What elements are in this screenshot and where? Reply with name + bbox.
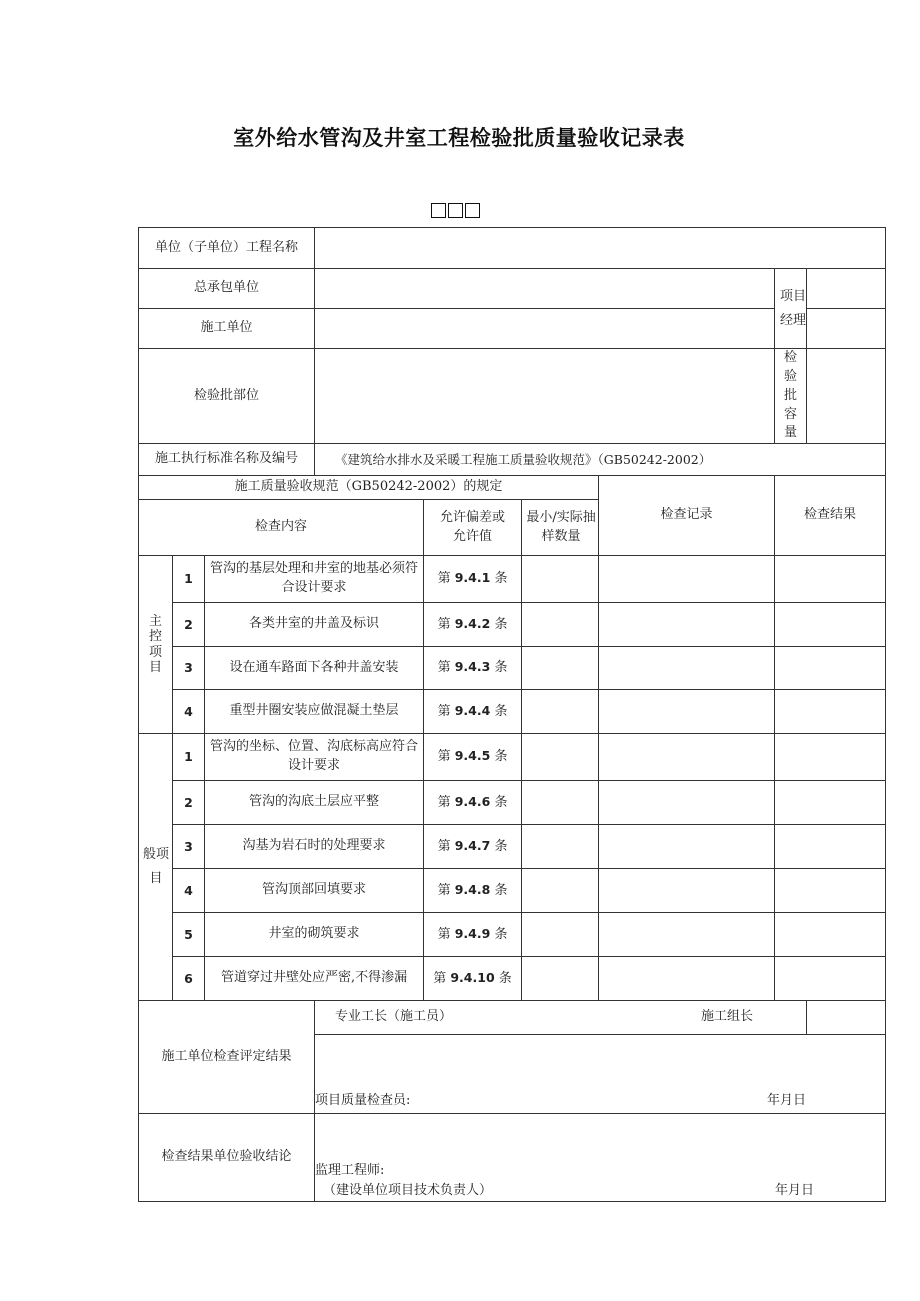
sample-cell[interactable] [522,603,599,647]
sample-cell[interactable] [522,556,599,603]
inspector-signature-area[interactable] [315,1035,886,1114]
result-cell[interactable] [775,913,886,957]
result-cell[interactable] [775,647,886,690]
clause-ref: 第 9.4.5 条 [424,734,522,781]
table-row [139,734,886,781]
record-cell[interactable] [599,556,775,603]
table-row [139,556,886,603]
clause-ref: 第 9.4.8 条 [424,869,522,913]
row-number: 1 [173,734,205,781]
check-content: 管道穿过井壁处应严密,不得渗漏 [205,957,424,1001]
construction-unit-field[interactable] [315,309,775,349]
record-cell[interactable] [599,869,775,913]
signature-row [315,1001,807,1035]
table-row [139,957,886,1001]
date-label-2: 年月日 [775,1183,815,1199]
tolerance-header: 允许偏差或允许值 [424,500,522,556]
sample-cell[interactable] [522,734,599,781]
check-content: 管沟的沟底土层应平整 [205,781,424,825]
record-cell[interactable] [599,734,775,781]
row-number: 4 [173,690,205,734]
result-cell[interactable] [775,690,886,734]
row-number: 3 [173,647,205,690]
team-leader-field[interactable] [807,1001,886,1035]
record-cell[interactable] [599,825,775,869]
sample-cell[interactable] [522,957,599,1001]
batch-capacity-label: 检验批容量 [775,349,807,444]
form-number-box [431,203,446,218]
clause-ref: 第 9.4.1 条 [424,556,522,603]
row-number: 5 [173,913,205,957]
project-manager-field[interactable] [807,269,886,309]
general-contractor-label: 总承包单位 [139,269,315,309]
sample-cell[interactable] [522,825,599,869]
unit-project-name-label: 单位（子单位）工程名称 [139,228,315,269]
row-number: 2 [173,603,205,647]
sample-header: 最小/实际抽样数量 [522,500,599,556]
result-cell[interactable] [775,869,886,913]
row-number: 1 [173,556,205,603]
standard-value: 《建筑给水排水及采暖工程施工质量验收规范》（GB50242-2002） [315,444,886,476]
clause-ref: 第 9.4.3 条 [424,647,522,690]
foreman-label: 专业工长（施工员） [335,1009,453,1025]
result-cell[interactable] [775,556,886,603]
construction-unit-label: 施工单位 [139,309,315,349]
clause-ref: 第 9.4.9 条 [424,913,522,957]
table-row [139,603,886,647]
supervisor-label: 监理工程师: [315,1162,385,1178]
inspection-record-table [138,227,886,1202]
construction-eval-label: 施工单位检查评定结果 [139,1001,315,1114]
row-number: 3 [173,825,205,869]
team-leader-label: 施工组长 [701,1009,754,1025]
table-row [139,825,886,869]
standard-label: 施工执行标准名称及编号 [139,444,315,476]
batch-location-field[interactable] [315,349,775,444]
sample-cell[interactable] [522,647,599,690]
sample-cell[interactable] [522,869,599,913]
check-content: 各类井室的井盖及标识 [205,603,424,647]
check-content: 井室的砌筑要求 [205,913,424,957]
table-row [139,781,886,825]
sample-cell[interactable] [522,690,599,734]
table-row [139,913,886,957]
record-cell[interactable] [599,913,775,957]
check-content: 管沟的基层处理和井室的地基必须符合设计要求 [205,556,424,603]
result-cell[interactable] [775,603,886,647]
spec-header: 施工质量验收规范（GB50242-2002）的规定 [139,476,599,500]
table-row [139,869,886,913]
record-cell[interactable] [599,603,775,647]
result-cell[interactable] [775,957,886,1001]
result-cell[interactable] [775,781,886,825]
main-items-label: 主控项目 [139,556,173,734]
acceptance-signature-area[interactable] [315,1114,886,1202]
clause-ref: 第 9.4.10 条 [424,957,522,1001]
clause-ref: 第 9.4.2 条 [424,603,522,647]
check-content: 沟基为岩石时的处理要求 [205,825,424,869]
general-contractor-field[interactable] [315,269,775,309]
quality-inspector-label: 项目质量检查员: [315,1093,411,1109]
clause-ref: 第 9.4.4 条 [424,690,522,734]
table-row [139,690,886,734]
record-header: 检查记录 [599,476,775,556]
check-content: 管沟顶部回填要求 [205,869,424,913]
result-header: 检查结果 [775,476,886,556]
row-number: 2 [173,781,205,825]
table-row [139,647,886,690]
result-cell[interactable] [775,734,886,781]
record-cell[interactable] [599,957,775,1001]
acceptance-label: 检查结果单位验收结论 [139,1114,315,1202]
page-title: 室外给水管沟及井室工程检验批质量验收记录表 [233,126,685,150]
sample-cell[interactable] [522,913,599,957]
batch-location-label: 检验批部位 [139,349,315,444]
owner-rep-label: （建设单位项目技术负责人） [323,1183,493,1199]
batch-capacity-field[interactable] [807,349,886,444]
project-manager-label: 项目经理 [775,269,807,349]
check-content: 管沟的坐标、位置、沟底标高应符合设计要求 [205,734,424,781]
sample-cell[interactable] [522,781,599,825]
construction-unit-manager-field[interactable] [807,309,886,349]
form-number-box [448,203,463,218]
general-items-label: 般项目 [139,734,173,1001]
result-cell[interactable] [775,825,886,869]
check-content: 设在通车路面下各种井盖安装 [205,647,424,690]
record-cell[interactable] [599,690,775,734]
unit-project-name-field[interactable] [315,228,886,269]
check-content: 重型井圈安装应做混凝土垫层 [205,690,424,734]
form-number-boxes [431,203,480,218]
date-label: 年月日 [767,1093,807,1109]
content-header: 检查内容 [139,500,424,556]
record-cell[interactable] [599,647,775,690]
form-number-box [465,203,480,218]
row-number: 4 [173,869,205,913]
clause-ref: 第 9.4.7 条 [424,825,522,869]
record-cell[interactable] [599,781,775,825]
clause-ref: 第 9.4.6 条 [424,781,522,825]
row-number: 6 [173,957,205,1001]
